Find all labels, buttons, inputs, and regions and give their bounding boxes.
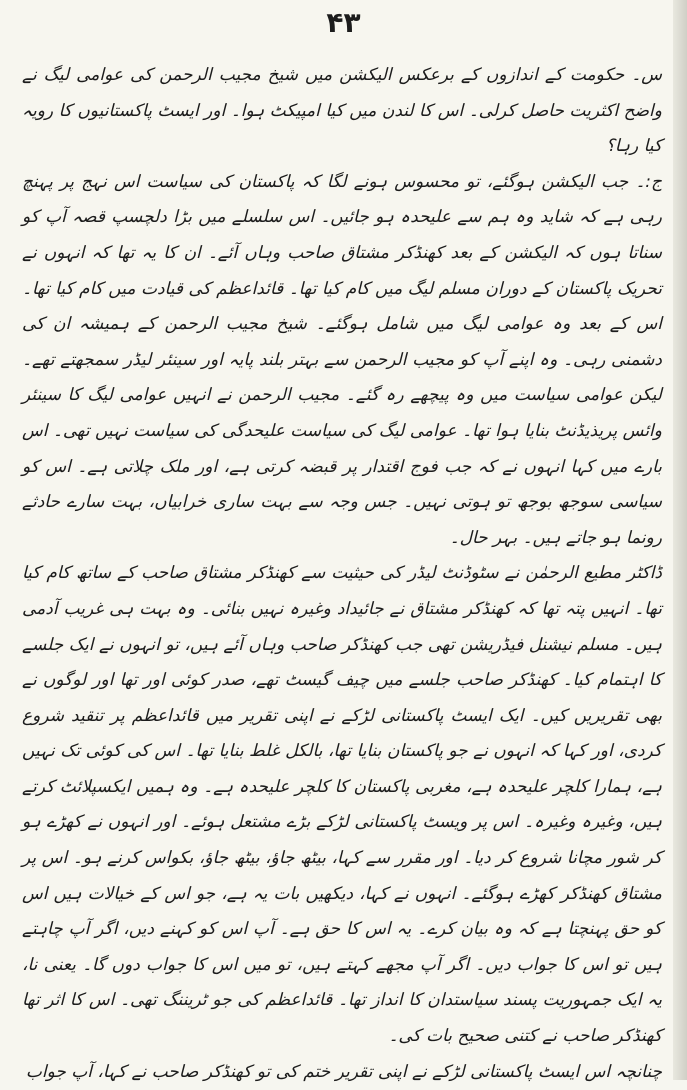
body-text	[22, 58, 662, 1090]
page-edge	[673, 0, 687, 1080]
paragraph-answer: ج:۔ جب الیکشن ہوگئے، تو محسوس ہونے لگا کہ پاکستان کی سیاست اس نہج پر پہنچ رہی ہے کہ شاید وہ ہم سے علیحدہ ہو جائیں۔ اس سلسلے میں بڑا دلچسپ قصہ آپ کو سناتا ہوں کہ الیکشن کے بعد کھنڈکر مشتاق صاحب وہاں آئے۔ ان کا یہ تھا کہ انہوں نے تحریک پاکستان کے دوران مسلم لیگ میں کام کیا تھا۔ قائداعظم کی قیادت میں کام کیا تھا۔ اس کے بعد وہ عوامی لیگ میں شامل ہوگئے۔ شیخ مجیب الرحمن کے ہمیشہ ان کی دشمنی رہی۔ وہ اپنے آپ کو مجیب الرحمن سے بہتر بلند پایہ اور سینئر لیڈر سمجھتے تھے۔ لیکن عوامی سیاست میں وہ پیچھے رہ گئے۔ مجیب الرحمن نے انہیں عوامی لیگ کا سینئر وائس پریذیڈنٹ بنایا ہوا تھا۔ عوامی لیگ کی سیاست علیحدگی کی سیاست نہیں تھی۔ اس بارے میں کہا انہوں نے کہ جب فوج اقتدار پر قبضہ کرتی ہے، اور ملک چلاتی ہے۔ اس کو سیاسی سوجھ بوجھ تو ہوتی نہیں۔ جس وجہ سے بہت ساری خرابیاں، بہت سارے حادثے رونما ہو جاتے ہیں۔ بہر حال۔	[22, 171, 662, 548]
paragraph-question: س۔ حکومت کے اندازوں کے برعکس الیکشن میں شیخ مجیب الرحمن کی عوامی لیگ نے واضح اکثریت حاصل کرلی۔ اس کا لندن میں کیا امپیکٹ ہوا۔ اور ایسٹ پاکستانیوں کا رویہ کیا رہا؟	[22, 65, 662, 157]
page-number: ۴۳	[326, 6, 361, 39]
paragraph-meeting-story: ڈاکٹر مطیع الرحمٰن نے سٹوڈنٹ لیڈر کی حیثیت سے کھنڈکر مشتاق صاحب کے ساتھ کام کیا تھا۔ انہیں پتہ تھا کہ کھنڈکر مشتاق نے جائیداد وغیرہ نہیں بنائی۔ وہ بہت ہی غریب آدمی ہیں۔ مسلم نیشنل فیڈریشن تھی جب کھنڈکر صاحب وہاں آئے ہیں، تو انہوں نے ایک جلسے کا اہتمام کیا۔ کھنڈکر صاحب جلسے میں چیف گیسٹ تھے، صدر کوئی اور تھا اور لوگوں نے بھی تقریریں کیں۔ ایک ایسٹ پاکستانی لڑکے نے اپنی تقریر میں قائداعظم پر تنقید شروع کردی، اور کہا کہ انہوں نے جو پاکستان بنایا تھا، بالکل غلط بنایا تھا۔ اس کی کوئی تک نہیں ہے، ہمارا کلچر علیحدہ ہے، مغربی پاکستان کا کلچر علیحدہ ہے۔ وہ ہمیں ایکسپلائٹ کرتے ہیں، وغیرہ وغیرہ۔ اس پر ویسٹ پاکستانی لڑکے بڑے مشتعل ہوئے۔ اور انہوں نے کھڑے ہو کر شور مچانا شروع کر دیا۔ اور مقرر سے کہا، بیٹھ جاؤ، بیٹھ جاؤ، بکواس کرنے ہو۔ اس پر مشتاق کھنڈکر کھڑے ہوگئے۔ انہوں نے کہا، دیکھیں بات یہ ہے، جو اس کے خیالات ہیں اس کو حق پہنچتا ہے کہ وہ بیان کرے۔ یہ اس کا حق ہے۔ آپ اس کو کہنے دیں، اگر آپ چاہتے ہیں تو اس کا جواب دیں۔ اگر آپ مجھے کہتے ہیں، تو میں اس کا جواب دوں گا۔ یعنی نا، یہ ایک جمہوریت پسند سیاستدان کا انداز تھا۔ قائداعظم کی جو ٹریننگ تھی۔ اس کا اثر تھا کھنڈکر صاحب نے کتنی صحیح بات کی۔	[22, 563, 662, 1047]
paragraph-continuation: چنانچہ اس ایسٹ پاکستانی لڑکے نے اپنی تقریر ختم کی تو کھنڈکر صاحب نے کہا، آپ جواب	[25, 1061, 662, 1082]
